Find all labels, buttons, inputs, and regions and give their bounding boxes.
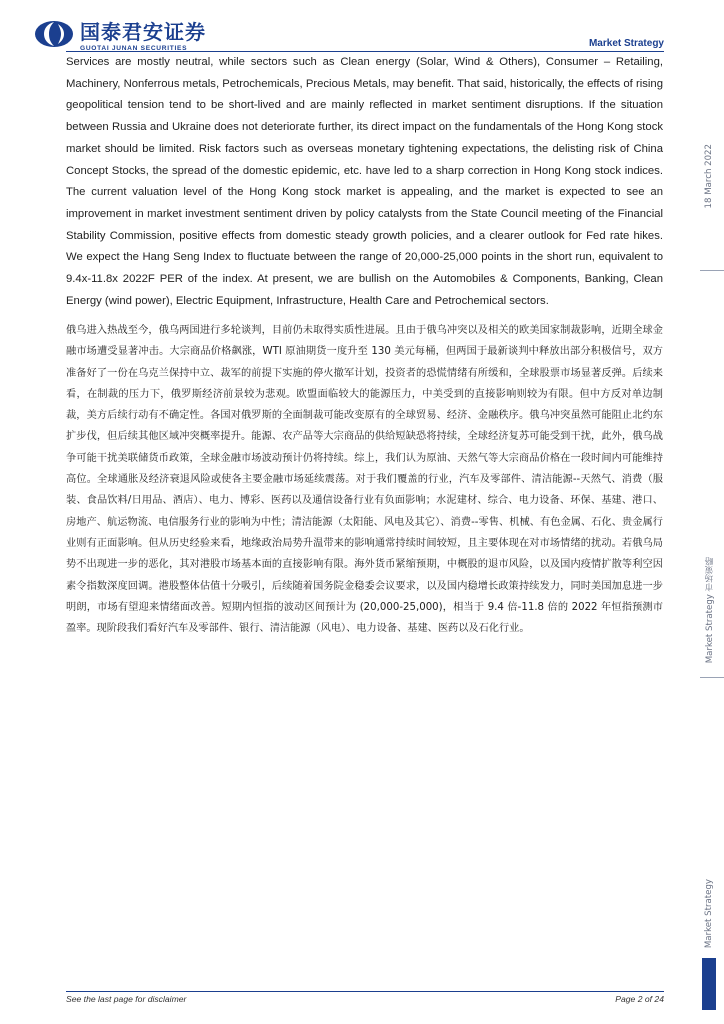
sidebar-date-panel <box>700 100 724 262</box>
logo-english-name: GUOTAI JUNAN SECURITIES <box>80 45 188 52</box>
english-body-text <box>66 52 663 312</box>
logo-emblem-icon <box>34 20 74 48</box>
english-paragraph: Services are mostly neutral, while sectors such as Clean energy (Solar, Wind & Others), Consumer – Retailing, Machinery, Nonferrous metals, Petrochemicals, Precious Metals, may benefit. That said, historically, the effects of rising geopolitical tension tend to be short-lived and are mainly reflected in market sentiment disruptions. If the situation between Russia and Ukraine does not deteriorate further, its direct impact on the fundamentals of the Hong Kong stock market should be limited. Risk factors such as overseas monetary tightening expectations, the delisting risk of China Concept Stocks, the spread of the domestic epidemic, etc. have led to a sharp correction in Hong Kong stock indices. The current valuation level of the Hong Kong stock market is appealing, and the market is expected to see an improvement in market investment sentiment driven by policy catalysts from the State Council meeting of the Financial Stability Commission, positive effects from domestic steady growth policies, and a clearer outlook for Fed rate hikes. We expect the Hang Seng Index to fluctuate between the range of 20,000-25,000 points in the short run, equivalent to 9.4x-11.8x 2022F PER of the index. At present, we are bullish on the Automobiles & Components, Banking, Clean Energy (wind power), Electric Equipment, Infrastructure, Health Care and Petrochemical sectors. <box>66 56 663 307</box>
sidebar-bottom-panel <box>700 677 724 956</box>
chinese-body-text <box>66 320 663 639</box>
logo-chinese-name: 国泰君安证券 <box>80 20 206 44</box>
footer-disclaimer: See the last page for disclaimer <box>66 994 187 1004</box>
sidebar-section-label: Market Strategy 市场策略 <box>705 556 715 663</box>
sidebar-mid-panel <box>700 270 724 671</box>
sidebar-bottom-label: Market Strategy <box>704 878 714 948</box>
chinese-paragraph: 俄乌进入热战至今，俄乌两国进行多轮谈判，目前仍未取得实质性进展。且由于俄乌冲突以及相关的欧美国家制裁影响，近期全球金融市场遭受显著冲击。大宗商品价格飙涨，WTI 原油期货一度升至 130 美元每桶，但两国于最新谈判中释放出部分积极信号，双方准备好了一份在乌克兰保持中立、裁军的前提下实施的停火撤军计划，投资者的恐慌情绪有所缓和，全球股票市场显著反弹。后续来看，在制裁的压力下，俄罗斯经济前景较为悲观。欧盟面临较大的能源压力，中美受到的直接影响则较为有限。但中方反对单边制裁，美方后续行动有不确定性。各国对俄罗斯的全面制裁可能改变原有的全球贸易、经济、金融秩序。俄乌冲突虽然可能阻止北约东扩步伐，但后续其他区域冲突概率提升。能源、农产品等大宗商品的供给短缺恐将持续，全球经济复苏可能受到干扰，此外，俄乌战争可能干扰美联储货币政策，全球金融市场波动预计仍将持续。综上，我们认为原油、天然气等大宗商品价格在一段时间内可能维持高位。全球通胀及经济衰退风险或使各主要金融市场延续震荡。对于我们覆盖的行业，汽车及零部件、清洁能源--天然气、消费（服装、食品饮料/日用品、酒店）、电力、博彩、医药以及通信设备行业有负面影响；水泥建材、综合、电力设备、环保、基建、港口、房地产、航运物流、电信服务行业的影响为中性；清洁能源（太阳能、风电及其它）、消费--零售、机械、有色金属、石化、贵金属行业则有正面影响。但从历史经验来看，地缘政治局势升温带来的影响通常持续时间较短，且主要体现在对市场情绪的扰动。若俄乌局势不出现进一步的恶化，其对港股市场基本面的直接影响有限。海外货币紧缩预期，中概股的退市风险，以及国内疫情扩散等利空因素令指数深度回调。港股整体估值十分吸引，后续随着国务院金稳委会议要求，以及国内稳增长政策持续发力，同时美国加息进一步明朗，市场有望迎来情绪面改善。短期内恒指的波动区间预计为 (20,000-25,000)，相当于 9.4 倍-11.8 倍的 2022 年恒指预测市盈率。现阶段我们看好汽车及零部件、银行、清洁能源（风电）、电力设备、基建、医药以及石化行业。 <box>66 325 663 635</box>
company-logo <box>34 20 254 50</box>
page-number: Page 2 of 24 <box>615 994 664 1004</box>
sidebar-accent-bar <box>702 958 716 1010</box>
report-date: 18 March 2022 <box>704 143 714 208</box>
footer-divider <box>66 991 664 992</box>
section-title: Market Strategy <box>588 38 664 49</box>
